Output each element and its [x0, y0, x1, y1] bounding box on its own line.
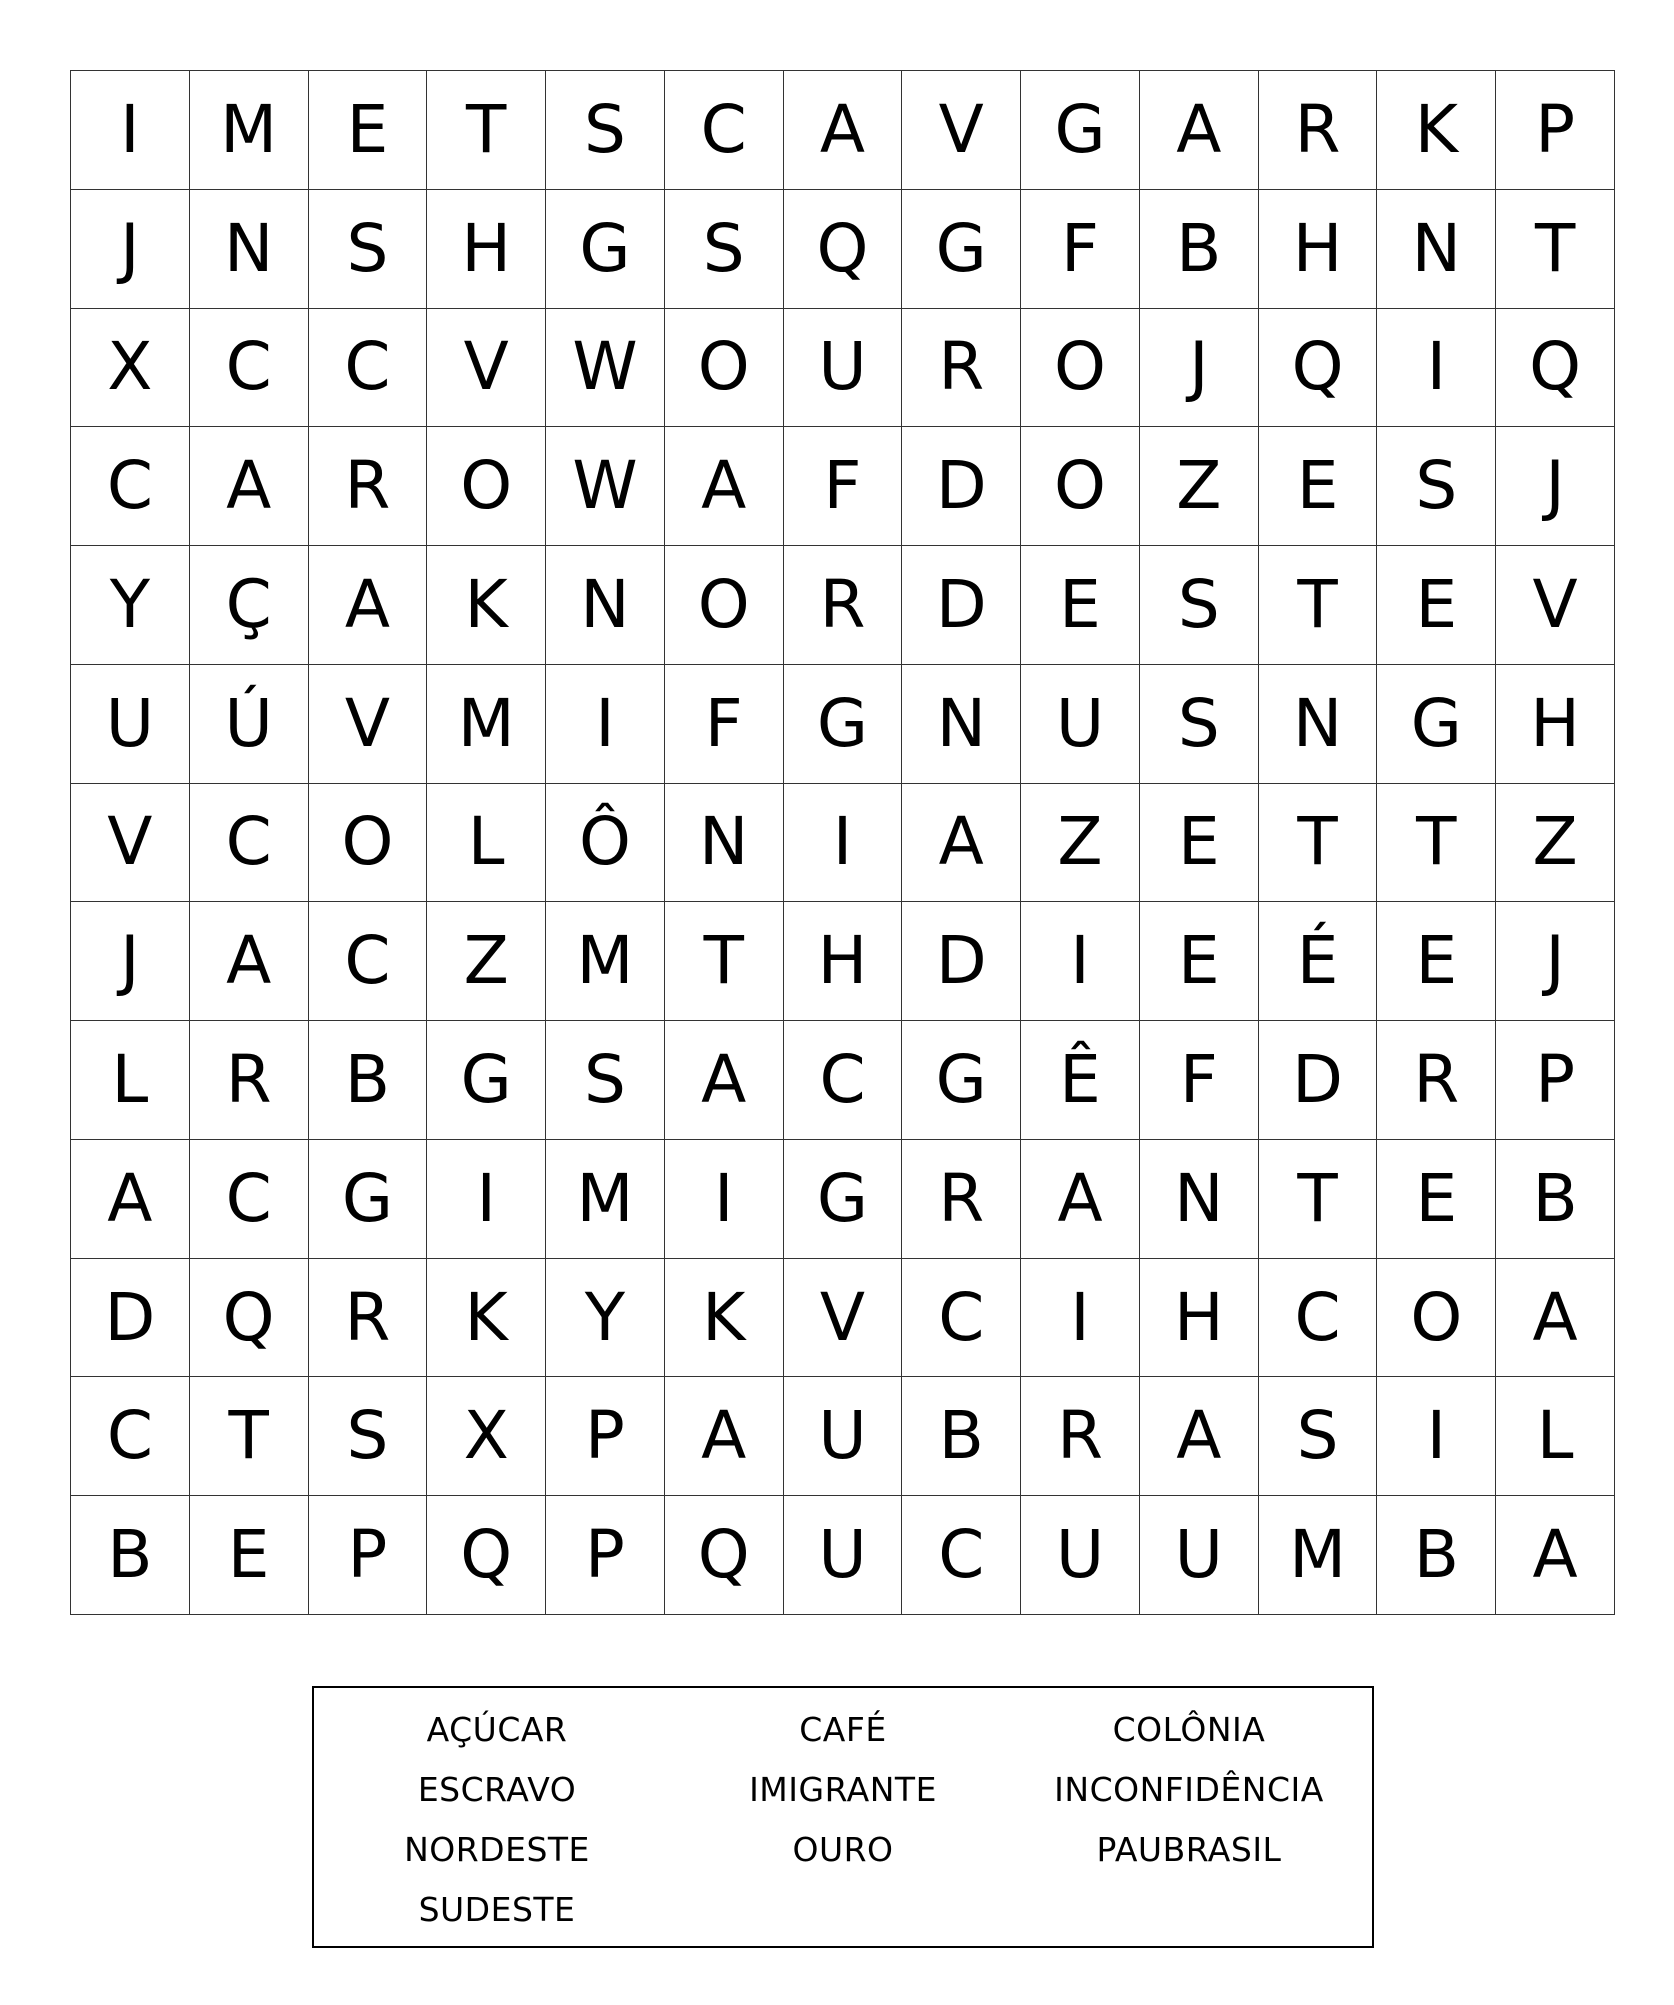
grid-cell[interactable]: U — [784, 309, 903, 428]
grid-cell[interactable]: B — [902, 1377, 1021, 1496]
grid-cell[interactable]: G — [546, 190, 665, 309]
grid-cell[interactable]: A — [1021, 1140, 1140, 1259]
grid-cell[interactable]: O — [1377, 1259, 1496, 1378]
grid-cell[interactable]: D — [1259, 1021, 1378, 1140]
grid-cell[interactable]: E — [1140, 902, 1259, 1021]
grid-cell[interactable]: B — [1140, 190, 1259, 309]
grid-cell[interactable]: U — [784, 1377, 903, 1496]
grid-cell[interactable]: R — [1377, 1021, 1496, 1140]
grid-cell[interactable]: Ú — [190, 665, 309, 784]
grid-cell[interactable]: A — [902, 784, 1021, 903]
grid-cell[interactable]: G — [902, 190, 1021, 309]
word-bank-item: SUDESTE — [418, 1890, 576, 1929]
grid-cell[interactable]: A — [784, 71, 903, 190]
grid-cell[interactable]: F — [784, 427, 903, 546]
grid-cell[interactable]: T — [1259, 1140, 1378, 1259]
grid-cell[interactable]: R — [1021, 1377, 1140, 1496]
word-bank-item: NORDESTE — [404, 1830, 590, 1869]
grid-cell[interactable]: X — [71, 309, 190, 428]
grid-cell[interactable]: T — [1259, 784, 1378, 903]
grid-cell[interactable]: O — [665, 546, 784, 665]
grid-cell[interactable]: S — [1140, 665, 1259, 784]
grid-cell[interactable]: Q — [190, 1259, 309, 1378]
grid-cell[interactable]: U — [1021, 1496, 1140, 1615]
word-bank-item: COLÔNIA — [1112, 1710, 1266, 1749]
grid-cell[interactable]: K — [665, 1259, 784, 1378]
grid-cell[interactable]: A — [1496, 1259, 1615, 1378]
grid-cell[interactable]: R — [1259, 71, 1378, 190]
grid-cell[interactable]: G — [1377, 665, 1496, 784]
grid-cell[interactable]: A — [190, 902, 309, 1021]
grid-cell[interactable]: M — [427, 665, 546, 784]
grid-cell[interactable]: A — [665, 1377, 784, 1496]
grid-cell[interactable]: B — [71, 1496, 190, 1615]
grid-cell[interactable]: N — [665, 784, 784, 903]
grid-cell[interactable]: R — [190, 1021, 309, 1140]
grid-cell[interactable]: B — [1496, 1140, 1615, 1259]
grid-cell[interactable]: Y — [546, 1259, 665, 1378]
grid-cell[interactable]: T — [1259, 546, 1378, 665]
grid-cell[interactable]: E — [1377, 1140, 1496, 1259]
grid-cell[interactable]: E — [309, 71, 428, 190]
word-bank-item: OURO — [792, 1830, 894, 1869]
grid-cell[interactable]: D — [71, 1259, 190, 1378]
grid-cell[interactable]: R — [902, 1140, 1021, 1259]
grid-cell[interactable]: V — [309, 665, 428, 784]
grid-cell[interactable]: E — [1259, 427, 1378, 546]
grid-cell[interactable]: G — [427, 1021, 546, 1140]
grid-cell[interactable]: C — [190, 309, 309, 428]
grid-cell[interactable]: G — [309, 1140, 428, 1259]
grid-cell[interactable]: U — [1140, 1496, 1259, 1615]
grid-cell[interactable]: C — [190, 784, 309, 903]
grid-cell[interactable]: H — [1259, 190, 1378, 309]
grid-cell[interactable]: E — [190, 1496, 309, 1615]
grid-cell[interactable]: K — [427, 546, 546, 665]
grid-cell[interactable]: B — [309, 1021, 428, 1140]
grid-cell[interactable]: P — [309, 1496, 428, 1615]
grid-cell[interactable]: I — [1377, 309, 1496, 428]
grid-cell[interactable]: S — [546, 1021, 665, 1140]
grid-cell[interactable]: C — [902, 1496, 1021, 1615]
grid-cell[interactable]: K — [427, 1259, 546, 1378]
grid-cell[interactable]: T — [427, 71, 546, 190]
grid-cell[interactable]: V — [902, 71, 1021, 190]
grid-cell[interactable]: J — [1140, 309, 1259, 428]
grid-cell[interactable]: Ô — [546, 784, 665, 903]
grid-cell[interactable]: W — [546, 427, 665, 546]
grid-cell[interactable]: Q — [1259, 309, 1378, 428]
grid-cell[interactable]: A — [665, 427, 784, 546]
grid-cell[interactable]: F — [1021, 190, 1140, 309]
grid-cell[interactable]: U — [784, 1496, 903, 1615]
grid-cell[interactable]: S — [309, 190, 428, 309]
grid-cell[interactable]: V — [1496, 546, 1615, 665]
grid-cell[interactable]: A — [1496, 1496, 1615, 1615]
word-bank — [312, 1686, 1374, 1948]
grid-cell[interactable]: P — [546, 1496, 665, 1615]
grid-cell[interactable]: R — [902, 309, 1021, 428]
grid-cell[interactable]: J — [71, 190, 190, 309]
grid-cell[interactable]: I — [784, 784, 903, 903]
grid-cell[interactable]: C — [902, 1259, 1021, 1378]
grid-cell[interactable]: E — [1140, 784, 1259, 903]
grid-cell[interactable]: D — [902, 546, 1021, 665]
grid-cell[interactable]: T — [1496, 190, 1615, 309]
grid-cell[interactable]: C — [1259, 1259, 1378, 1378]
grid-cell[interactable]: F — [1140, 1021, 1259, 1140]
grid-cell[interactable]: A — [309, 546, 428, 665]
grid-cell[interactable]: M — [1259, 1496, 1378, 1615]
grid-cell[interactable]: I — [546, 665, 665, 784]
grid-cell[interactable]: V — [427, 309, 546, 428]
grid-cell[interactable]: E — [1021, 546, 1140, 665]
grid-cell[interactable]: V — [784, 1259, 903, 1378]
grid-cell[interactable]: P — [1496, 71, 1615, 190]
grid-cell[interactable]: N — [1140, 1140, 1259, 1259]
grid-cell[interactable]: A — [71, 1140, 190, 1259]
grid-cell[interactable]: G — [784, 665, 903, 784]
grid-cell[interactable]: E — [1377, 902, 1496, 1021]
grid-cell[interactable]: T — [665, 902, 784, 1021]
grid-cell[interactable]: S — [546, 71, 665, 190]
grid-cell[interactable]: C — [71, 427, 190, 546]
grid-cell[interactable]: I — [1021, 1259, 1140, 1378]
grid-cell[interactable]: D — [902, 427, 1021, 546]
grid-cell[interactable]: O — [309, 784, 428, 903]
grid-cell[interactable]: C — [784, 1021, 903, 1140]
grid-cell[interactable]: H — [1140, 1259, 1259, 1378]
grid-cell[interactable]: C — [665, 71, 784, 190]
grid-cell[interactable]: C — [71, 1377, 190, 1496]
grid-cell[interactable]: R — [309, 427, 428, 546]
grid-cell[interactable]: Z — [1496, 784, 1615, 903]
grid-cell[interactable]: L — [1496, 1377, 1615, 1496]
grid-cell[interactable]: N — [1377, 190, 1496, 309]
word-bank-item: ESCRAVO — [417, 1770, 577, 1809]
grid-cell[interactable]: U — [1021, 665, 1140, 784]
grid-cell[interactable]: I — [427, 1140, 546, 1259]
grid-cell[interactable]: T — [1377, 784, 1496, 903]
word-bank-item: CAFÉ — [799, 1710, 887, 1749]
grid-cell[interactable]: Y — [71, 546, 190, 665]
word-bank-item: IMIGRANTE — [749, 1770, 937, 1809]
grid-cell[interactable]: Z — [1140, 427, 1259, 546]
grid-cell[interactable]: H — [784, 902, 903, 1021]
grid-cell[interactable]: R — [784, 546, 903, 665]
grid-cell[interactable]: O — [1021, 427, 1140, 546]
grid-cell[interactable]: Ç — [190, 546, 309, 665]
grid-cell[interactable]: X — [427, 1377, 546, 1496]
grid-cell[interactable]: J — [1496, 902, 1615, 1021]
grid-cell[interactable]: I — [665, 1140, 784, 1259]
grid-cell[interactable]: G — [1021, 71, 1140, 190]
grid-cell[interactable]: I — [71, 71, 190, 190]
grid-cell[interactable]: M — [546, 902, 665, 1021]
grid-cell[interactable]: Z — [1021, 784, 1140, 903]
grid-cell[interactable]: K — [1377, 71, 1496, 190]
grid-cell[interactable]: E — [1377, 546, 1496, 665]
grid-cell[interactable]: S — [1377, 427, 1496, 546]
grid-cell[interactable]: O — [1021, 309, 1140, 428]
grid-cell[interactable]: B — [1377, 1496, 1496, 1615]
grid-cell[interactable]: P — [546, 1377, 665, 1496]
grid-cell[interactable]: Q — [665, 1496, 784, 1615]
grid-cell[interactable]: G — [902, 1021, 1021, 1140]
grid-cell[interactable]: S — [309, 1377, 428, 1496]
grid-cell[interactable]: É — [1259, 902, 1378, 1021]
grid-cell[interactable]: F — [665, 665, 784, 784]
grid-cell[interactable]: R — [309, 1259, 428, 1378]
grid-cell[interactable]: T — [190, 1377, 309, 1496]
grid-cell[interactable]: O — [665, 309, 784, 428]
grid-cell[interactable]: I — [1377, 1377, 1496, 1496]
grid-cell[interactable]: O — [427, 427, 546, 546]
grid-cell[interactable]: A — [1140, 71, 1259, 190]
grid-cell[interactable]: C — [309, 902, 428, 1021]
grid-cell[interactable]: Q — [784, 190, 903, 309]
grid-cell[interactable]: C — [190, 1140, 309, 1259]
grid-cell[interactable]: M — [190, 71, 309, 190]
grid-cell[interactable]: J — [71, 902, 190, 1021]
grid-cell[interactable]: S — [665, 190, 784, 309]
grid-cell[interactable]: N — [546, 546, 665, 665]
word-bank-item: INCONFIDÊNCIA — [1054, 1770, 1324, 1809]
grid-cell[interactable]: Q — [427, 1496, 546, 1615]
word-search-grid — [70, 70, 1615, 1615]
grid-cell[interactable]: C — [309, 309, 428, 428]
grid-cell[interactable]: A — [1140, 1377, 1259, 1496]
grid-cell[interactable]: L — [71, 1021, 190, 1140]
grid-cell[interactable]: U — [71, 665, 190, 784]
grid-cell[interactable]: W — [546, 309, 665, 428]
grid-cell[interactable]: M — [546, 1140, 665, 1259]
grid-cell[interactable]: L — [427, 784, 546, 903]
grid-cell[interactable]: Z — [427, 902, 546, 1021]
grid-cell[interactable]: Ê — [1021, 1021, 1140, 1140]
word-bank-item: PAUBRASIL — [1096, 1830, 1282, 1869]
grid-cell[interactable]: A — [190, 427, 309, 546]
grid-cell[interactable]: I — [1021, 902, 1140, 1021]
grid-cell[interactable]: A — [665, 1021, 784, 1140]
grid-cell[interactable]: Q — [1496, 309, 1615, 428]
grid-cell[interactable]: D — [902, 902, 1021, 1021]
grid-cell[interactable]: H — [427, 190, 546, 309]
grid-cell[interactable]: J — [1496, 427, 1615, 546]
grid-cell[interactable]: N — [1259, 665, 1378, 784]
grid-cell[interactable]: P — [1496, 1021, 1615, 1140]
grid-cell[interactable]: N — [902, 665, 1021, 784]
grid-cell[interactable]: V — [71, 784, 190, 903]
grid-cell[interactable]: S — [1259, 1377, 1378, 1496]
grid-cell[interactable]: G — [784, 1140, 903, 1259]
grid-cell[interactable]: H — [1496, 665, 1615, 784]
grid-cell[interactable]: S — [1140, 546, 1259, 665]
word-bank-item: AÇÚCAR — [426, 1710, 568, 1749]
grid-cell[interactable]: N — [190, 190, 309, 309]
